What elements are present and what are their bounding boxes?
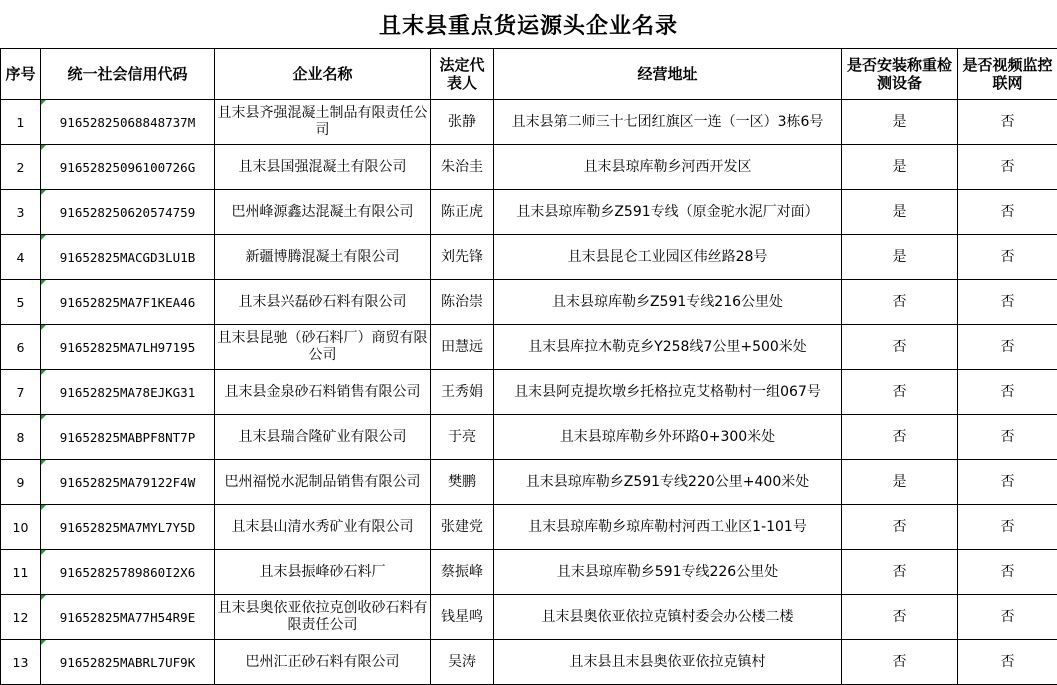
cell-credit-code[interactable]: 916528250620574759	[41, 190, 215, 235]
cell-credit-code[interactable]: 91652825MA77H54R9E	[41, 595, 215, 640]
cell-address[interactable]: 且末县琼库勒乡Z591专线（原金驼水泥厂对面）	[494, 190, 842, 235]
cell-video-monitoring[interactable]: 否	[958, 190, 1057, 235]
cell-address[interactable]: 且末县第二师三十七团红旗区一连（一区）3栋6号	[494, 100, 842, 145]
cell-address[interactable]: 且末县琼库勒乡591专线226公里处	[494, 550, 842, 595]
header-legal-rep[interactable]: 法定代表人	[431, 49, 494, 100]
cell-credit-code[interactable]: 91652825096100726G	[41, 145, 215, 190]
cell-weighing-device[interactable]: 否	[842, 325, 958, 370]
cell-address[interactable]: 且末县且末县奥依亚依拉克镇村	[494, 640, 842, 685]
cell-legal-rep[interactable]: 张静	[431, 100, 494, 145]
cell-address[interactable]: 且末县琼库勒乡Z591专线216公里处	[494, 280, 842, 325]
cell-weighing-device[interactable]: 否	[842, 550, 958, 595]
table-row	[1, 595, 1057, 640]
table-row	[1, 280, 1057, 325]
cell-weighing-device[interactable]: 否	[842, 595, 958, 640]
cell-video-monitoring[interactable]: 否	[958, 370, 1057, 415]
cell-weighing-device[interactable]: 否	[842, 415, 958, 460]
cell-seq[interactable]: 2	[1, 145, 41, 190]
cell-legal-rep[interactable]: 陈正虎	[431, 190, 494, 235]
cell-seq[interactable]: 9	[1, 460, 41, 505]
cell-seq[interactable]: 7	[1, 370, 41, 415]
cell-seq[interactable]: 11	[1, 550, 41, 595]
table-row	[1, 370, 1057, 415]
page-title: 且末县重点货运源头企业名录	[0, 0, 1057, 49]
cell-address[interactable]: 且末县奥依亚依拉克镇村委会办公楼二楼	[494, 595, 842, 640]
cell-company-name[interactable]: 且末县齐强混凝土制品有限责任公司	[215, 100, 431, 145]
cell-weighing-device[interactable]: 是	[842, 145, 958, 190]
cell-legal-rep[interactable]: 吴涛	[431, 640, 494, 685]
cell-credit-code[interactable]: 91652825MA78EJKG31	[41, 370, 215, 415]
cell-video-monitoring[interactable]: 否	[958, 505, 1057, 550]
cell-weighing-device[interactable]: 是	[842, 100, 958, 145]
cell-company-name[interactable]: 新疆博腾混凝土有限公司	[215, 235, 431, 280]
cell-legal-rep[interactable]: 张建党	[431, 505, 494, 550]
cell-company-name[interactable]: 且末县昆驰（砂石料厂）商贸有限公司	[215, 325, 431, 370]
cell-video-monitoring[interactable]: 否	[958, 280, 1057, 325]
cell-legal-rep[interactable]: 刘先锋	[431, 235, 494, 280]
cell-weighing-device[interactable]: 否	[842, 370, 958, 415]
cell-address[interactable]: 且末县琼库勒乡外环路0+300米处	[494, 415, 842, 460]
cell-company-name[interactable]: 且末县奥依亚依拉克创收砂石料有限责任公司	[215, 595, 431, 640]
cell-weighing-device[interactable]: 是	[842, 190, 958, 235]
cell-seq[interactable]: 8	[1, 415, 41, 460]
cell-seq[interactable]: 12	[1, 595, 41, 640]
cell-credit-code[interactable]: 91652825MA79122F4W	[41, 460, 215, 505]
cell-legal-rep[interactable]: 钱星鸣	[431, 595, 494, 640]
cell-video-monitoring[interactable]: 否	[958, 460, 1057, 505]
cell-seq[interactable]: 1	[1, 100, 41, 145]
cell-video-monitoring[interactable]: 否	[958, 100, 1057, 145]
table-row	[1, 325, 1057, 370]
header-weighing-device[interactable]: 是否安装称重检测设备	[842, 49, 958, 100]
cell-company-name[interactable]: 巴州福悦水泥制品销售有限公司	[215, 460, 431, 505]
cell-company-name[interactable]: 且末县兴磊砂石料有限公司	[215, 280, 431, 325]
cell-company-name[interactable]: 巴州汇正砂石料有限公司	[215, 640, 431, 685]
cell-company-name[interactable]: 且末县金泉砂石料销售有限公司	[215, 370, 431, 415]
cell-company-name[interactable]: 且末县山清水秀矿业有限公司	[215, 505, 431, 550]
cell-company-name[interactable]: 且末县国强混凝土有限公司	[215, 145, 431, 190]
cell-address[interactable]: 且末县琼库勒乡琼库勒村河西工业区1-101号	[494, 505, 842, 550]
cell-weighing-device[interactable]: 是	[842, 460, 958, 505]
cell-credit-code[interactable]: 91652825068848737M	[41, 100, 215, 145]
cell-video-monitoring[interactable]: 否	[958, 595, 1057, 640]
cell-weighing-device[interactable]: 是	[842, 235, 958, 280]
cell-weighing-device[interactable]: 否	[842, 280, 958, 325]
cell-video-monitoring[interactable]: 否	[958, 145, 1057, 190]
cell-seq[interactable]: 3	[1, 190, 41, 235]
table-row	[1, 235, 1057, 280]
header-company-name[interactable]: 企业名称	[215, 49, 431, 100]
cell-video-monitoring[interactable]: 否	[958, 415, 1057, 460]
cell-video-monitoring[interactable]: 否	[958, 550, 1057, 595]
cell-video-monitoring[interactable]: 否	[958, 235, 1057, 280]
cell-legal-rep[interactable]: 于亮	[431, 415, 494, 460]
table-row	[1, 190, 1057, 235]
cell-legal-rep[interactable]: 朱治圭	[431, 145, 494, 190]
enterprise-table	[0, 48, 1057, 685]
table-row	[1, 100, 1057, 145]
cell-seq[interactable]: 10	[1, 505, 41, 550]
cell-company-name[interactable]: 巴州峰源鑫达混凝土有限公司	[215, 190, 431, 235]
cell-address[interactable]: 且末县昆仑工业园区伟丝路28号	[494, 235, 842, 280]
cell-credit-code[interactable]: 91652825MA7MYL7Y5D	[41, 505, 215, 550]
cell-legal-rep[interactable]: 王秀娟	[431, 370, 494, 415]
cell-credit-code[interactable]: 91652825MABPF8NT7P	[41, 415, 215, 460]
table-row	[1, 415, 1057, 460]
cell-credit-code[interactable]: 91652825MA7LH97195	[41, 325, 215, 370]
cell-credit-code[interactable]: 91652825789860I2X6	[41, 550, 215, 595]
cell-credit-code[interactable]: 91652825MA7F1KEA46	[41, 280, 215, 325]
table-row	[1, 145, 1057, 190]
cell-video-monitoring[interactable]: 否	[958, 325, 1057, 370]
table-row	[1, 505, 1057, 550]
cell-legal-rep[interactable]: 田慧远	[431, 325, 494, 370]
header-row	[1, 49, 1057, 100]
cell-credit-code[interactable]: 91652825MABRL7UF9K	[41, 640, 215, 685]
cell-address[interactable]: 且末县库拉木勒克乡Y258线7公里+500米处	[494, 325, 842, 370]
cell-address[interactable]: 且末县琼库勒乡河西开发区	[494, 145, 842, 190]
header-credit-code[interactable]: 统一社会信用代码	[41, 49, 215, 100]
cell-company-name[interactable]: 且末县瑞合隆矿业有限公司	[215, 415, 431, 460]
cell-seq[interactable]: 4	[1, 235, 41, 280]
header-address[interactable]: 经营地址	[494, 49, 842, 100]
cell-weighing-device[interactable]: 否	[842, 640, 958, 685]
header-video-monitoring[interactable]: 是否视频监控联网	[958, 49, 1057, 100]
cell-weighing-device[interactable]: 否	[842, 505, 958, 550]
cell-legal-rep[interactable]: 樊鹏	[431, 460, 494, 505]
table-row	[1, 460, 1057, 505]
cell-company-name[interactable]: 且末县振峰砂石料厂	[215, 550, 431, 595]
cell-seq[interactable]: 6	[1, 325, 41, 370]
table-row	[1, 550, 1057, 595]
cell-address[interactable]: 且末县阿克提坎墩乡托格拉克艾格勒村一组067号	[494, 370, 842, 415]
cell-legal-rep[interactable]: 蔡振峰	[431, 550, 494, 595]
cell-video-monitoring[interactable]: 否	[958, 640, 1057, 685]
header-seq[interactable]: 序号	[1, 49, 41, 100]
cell-seq[interactable]: 5	[1, 280, 41, 325]
table-row	[1, 640, 1057, 685]
cell-legal-rep[interactable]: 陈治崇	[431, 280, 494, 325]
cell-seq[interactable]: 13	[1, 640, 41, 685]
cell-address[interactable]: 且末县琼库勒乡Z591专线220公里+400米处	[494, 460, 842, 505]
cell-credit-code[interactable]: 91652825MACGD3LU1B	[41, 235, 215, 280]
